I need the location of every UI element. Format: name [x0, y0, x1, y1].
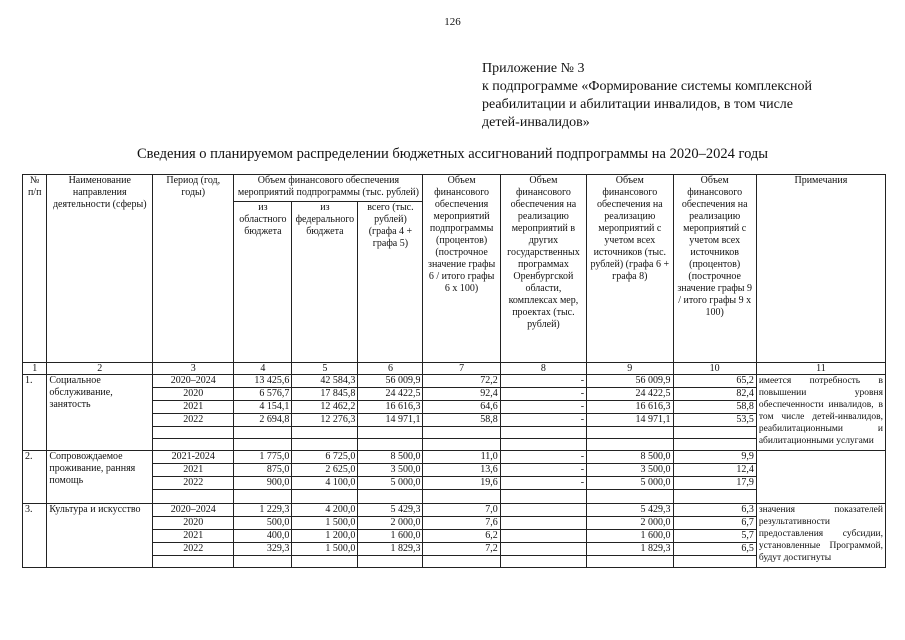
all-sources-percent-cell: 9,9	[673, 451, 756, 464]
total-cell: 1 600,0	[358, 530, 423, 543]
period-cell: 2021	[153, 530, 234, 543]
note-cell: имеется потребность в повышении уровня обеспеченности инвалидов, в том числе детей-инвалидов, реабилитационными и абилитационными услугами	[756, 375, 885, 451]
other-programs-cell: -	[500, 375, 586, 388]
column-number: 3	[153, 363, 234, 375]
table-row	[23, 388, 886, 401]
period-cell: 2020	[153, 517, 234, 530]
other-programs-cell	[500, 530, 586, 543]
total-cell: 5 000,0	[358, 477, 423, 490]
other-programs-cell: -	[500, 477, 586, 490]
table-row	[23, 517, 886, 530]
total-cell: 56 009,9	[358, 375, 423, 388]
total-cell: 14 971,1	[358, 414, 423, 427]
percent-cell: 58,8	[423, 414, 500, 427]
regional-cell: 329,3	[234, 543, 292, 556]
table-row-empty	[23, 490, 886, 504]
header-period: Период (год, годы)	[153, 175, 234, 363]
table-row	[23, 451, 886, 464]
federal-cell: 4 100,0	[292, 477, 358, 490]
percent-cell: 92,4	[423, 388, 500, 401]
table-row	[23, 401, 886, 414]
all-sources-cell: 24 422,5	[587, 388, 673, 401]
header-financing-group: Объем финансового обеспечения мероприятий подпрограммы (тыс. рублей)	[234, 175, 423, 202]
all-sources-cell: 14 971,1	[587, 414, 673, 427]
header-col10: Объем финансового обеспечения на реализацию мероприятий с учетом всех источников (процентов) (построчное значение графы 9 / итого графы 9 x 100)	[673, 175, 756, 363]
all-sources-cell: 56 009,9	[587, 375, 673, 388]
federal-cell: 17 845,8	[292, 388, 358, 401]
table-row	[23, 530, 886, 543]
all-sources-cell: 2 000,0	[587, 517, 673, 530]
percent-cell: 72,2	[423, 375, 500, 388]
all-sources-percent-cell: 53,5	[673, 414, 756, 427]
percent-cell: 7,0	[423, 504, 500, 517]
federal-cell: 2 625,0	[292, 464, 358, 477]
section-name: Культура и искусство	[47, 504, 153, 568]
table-row	[23, 464, 886, 477]
table-row	[23, 477, 886, 490]
table-row	[23, 504, 886, 517]
header-direction: Наименование направления деятельности (сферы)	[47, 175, 153, 363]
table-row-empty	[23, 556, 886, 568]
other-programs-cell: -	[500, 401, 586, 414]
period-cell: 2021	[153, 464, 234, 477]
appendix-heading	[482, 60, 902, 132]
percent-cell: 64,6	[423, 401, 500, 414]
all-sources-percent-cell: 65,2	[673, 375, 756, 388]
federal-cell: 6 725,0	[292, 451, 358, 464]
total-cell: 3 500,0	[358, 464, 423, 477]
budget-allocation-table	[22, 174, 886, 568]
total-cell: 16 616,3	[358, 401, 423, 414]
period-cell: 2022	[153, 477, 234, 490]
all-sources-percent-cell: 5,7	[673, 530, 756, 543]
regional-cell: 1 775,0	[234, 451, 292, 464]
header-col9: Объем финансового обеспечения на реализацию мероприятий с учетом всех источников (тыс. рублей) (графа 6 + графа 8)	[587, 175, 673, 363]
column-number: 8	[500, 363, 586, 375]
federal-cell: 1 500,0	[292, 543, 358, 556]
other-programs-cell: -	[500, 414, 586, 427]
period-cell: 2021	[153, 401, 234, 414]
other-programs-cell	[500, 517, 586, 530]
column-number: 5	[292, 363, 358, 375]
percent-cell: 7,6	[423, 517, 500, 530]
other-programs-cell	[500, 504, 586, 517]
table-row	[23, 543, 886, 556]
federal-cell: 12 276,3	[292, 414, 358, 427]
regional-cell: 875,0	[234, 464, 292, 477]
appendix-line-4: детей-инвалидов»	[482, 115, 590, 130]
page-number: 126	[444, 16, 461, 28]
appendix-line-3: реабилитации и абилитации инвалидов, в том числе	[482, 97, 793, 112]
all-sources-cell: 8 500,0	[587, 451, 673, 464]
federal-cell: 4 200,0	[292, 504, 358, 517]
period-cell: 2022	[153, 414, 234, 427]
regional-cell: 900,0	[234, 477, 292, 490]
all-sources-cell: 1 829,3	[587, 543, 673, 556]
all-sources-percent-cell: 82,4	[673, 388, 756, 401]
all-sources-percent-cell: 6,7	[673, 517, 756, 530]
regional-cell: 1 229,3	[234, 504, 292, 517]
all-sources-percent-cell: 17,9	[673, 477, 756, 490]
period-cell: 2020	[153, 388, 234, 401]
section-number: 3.	[23, 504, 47, 568]
regional-cell: 4 154,1	[234, 401, 292, 414]
regional-cell: 400,0	[234, 530, 292, 543]
percent-cell: 13,6	[423, 464, 500, 477]
percent-cell: 11,0	[423, 451, 500, 464]
federal-cell: 12 462,2	[292, 401, 358, 414]
regional-cell: 6 576,7	[234, 388, 292, 401]
section-name: Сопровождаемое проживание, ранняя помощь	[47, 451, 153, 504]
total-cell: 24 422,5	[358, 388, 423, 401]
table-row-empty	[23, 439, 886, 451]
header-col7: Объем финансового обеспечения мероприятий подпрограммы (процентов) (построчное значение графы 6 / итого графы 6 x 100)	[423, 175, 500, 363]
percent-cell: 7,2	[423, 543, 500, 556]
other-programs-cell: -	[500, 451, 586, 464]
regional-cell: 500,0	[234, 517, 292, 530]
period-cell: 2020–2024	[153, 504, 234, 517]
table-row-empty	[23, 427, 886, 439]
all-sources-cell: 3 500,0	[587, 464, 673, 477]
regional-cell: 13 425,6	[234, 375, 292, 388]
table-row	[23, 375, 886, 388]
header-federal: из федерального бюджета	[292, 202, 358, 363]
other-programs-cell: -	[500, 464, 586, 477]
note-cell	[756, 451, 885, 504]
other-programs-cell: -	[500, 388, 586, 401]
all-sources-percent-cell: 58,8	[673, 401, 756, 414]
column-number: 11	[756, 363, 885, 375]
column-number: 7	[423, 363, 500, 375]
total-cell: 8 500,0	[358, 451, 423, 464]
header-notes: Примечания	[756, 175, 885, 363]
all-sources-percent-cell: 12,4	[673, 464, 756, 477]
federal-cell: 1 500,0	[292, 517, 358, 530]
all-sources-cell: 5 429,3	[587, 504, 673, 517]
period-cell: 2020–2024	[153, 375, 234, 388]
header-total: всего (тыс. рублей) (графа 4 + графа 5)	[358, 202, 423, 363]
total-cell: 2 000,0	[358, 517, 423, 530]
column-number: 6	[358, 363, 423, 375]
all-sources-cell: 5 000,0	[587, 477, 673, 490]
all-sources-percent-cell: 6,5	[673, 543, 756, 556]
table-row	[23, 414, 886, 427]
federal-cell: 1 200,0	[292, 530, 358, 543]
header-col8: Объем финансового обеспечения на реализацию мероприятий в других государственных программах Оренбургской области, комплексах мер, проектах (тыс. рублей)	[500, 175, 586, 363]
all-sources-percent-cell: 6,3	[673, 504, 756, 517]
header-number: № п/п	[23, 175, 47, 363]
header-regional: из областного бюджета	[234, 202, 292, 363]
regional-cell: 2 694,8	[234, 414, 292, 427]
column-number: 4	[234, 363, 292, 375]
column-number: 2	[47, 363, 153, 375]
column-number: 10	[673, 363, 756, 375]
percent-cell: 6,2	[423, 530, 500, 543]
all-sources-cell: 1 600,0	[587, 530, 673, 543]
column-number: 1	[23, 363, 47, 375]
total-cell: 5 429,3	[358, 504, 423, 517]
appendix-line-1: Приложение № 3	[482, 61, 585, 76]
note-cell: значения показателей результативности предоставления субсидии, установленные Программой, будут достигнуты	[756, 504, 885, 568]
section-name: Социальное обслуживание, занятость	[47, 375, 153, 451]
total-cell: 1 829,3	[358, 543, 423, 556]
appendix-line-2: к подпрограмме «Формирование системы комплексной	[482, 79, 812, 94]
column-number: 9	[587, 363, 673, 375]
period-cell: 2022	[153, 543, 234, 556]
document-title: Сведения о планируемом распределении бюджетных ассигнований подпрограммы на 2020–2024 годы	[136, 146, 769, 162]
federal-cell: 42 584,3	[292, 375, 358, 388]
period-cell: 2021-2024	[153, 451, 234, 464]
all-sources-cell: 16 616,3	[587, 401, 673, 414]
other-programs-cell	[500, 543, 586, 556]
percent-cell: 19,6	[423, 477, 500, 490]
section-number: 2.	[23, 451, 47, 504]
section-number: 1.	[23, 375, 47, 451]
